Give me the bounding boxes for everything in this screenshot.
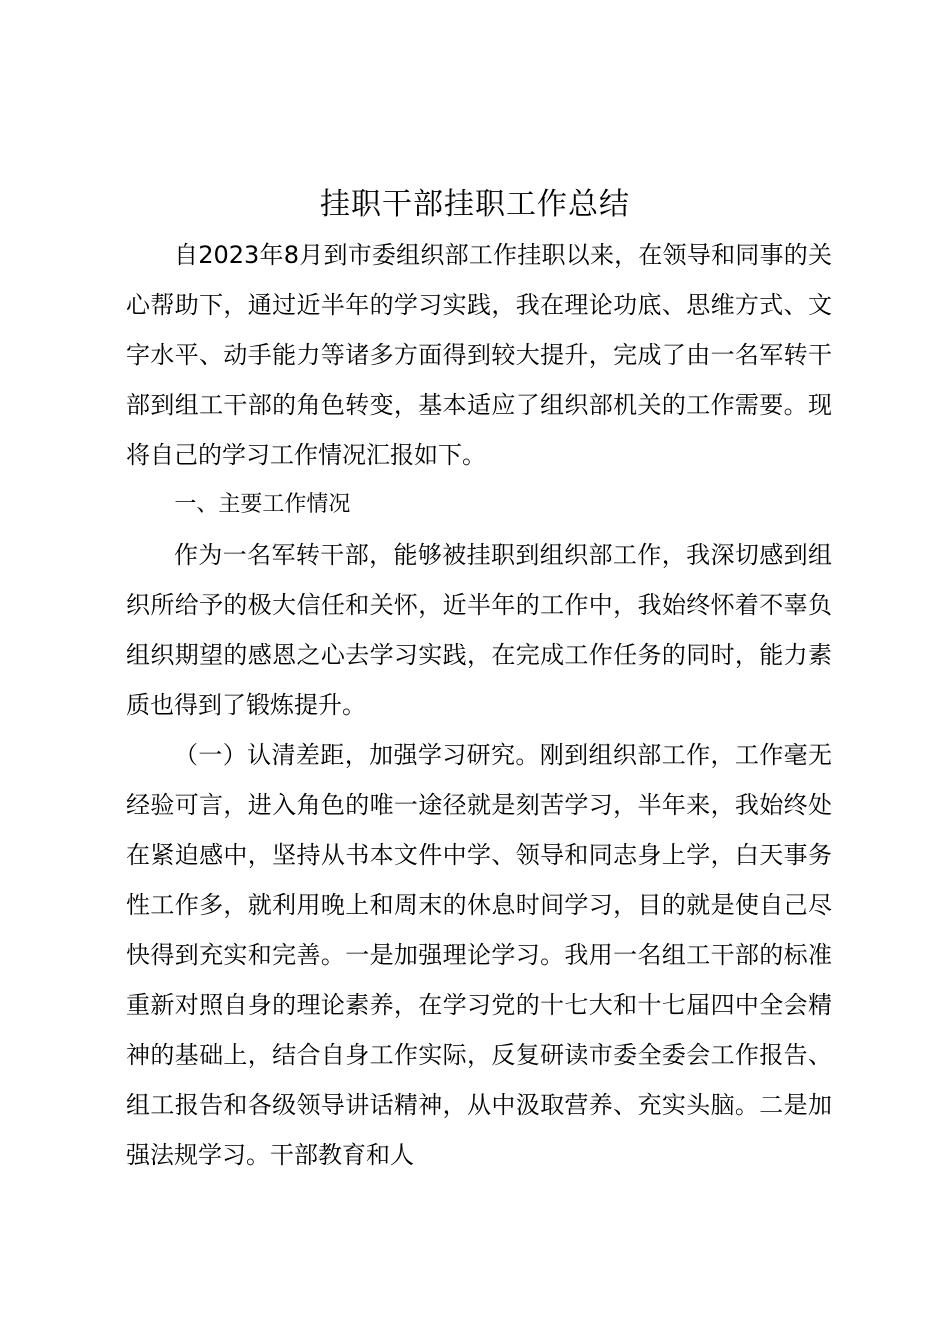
section-paragraph: 作为一名军转干部，能够被挂职到组织部工作，我深切感到组织所给予的极大信任和关怀，近半年的工作中，我始终怀着不辜负组织期望的感恩之心去学习实践，在完成工作任务的同时，能力素质也得到了锻炼提升。 — [126, 541, 832, 719]
section-heading: 一、主要工作情况 — [174, 492, 351, 517]
document-body — [126, 230, 832, 1180]
intro-paragraph: 自2023年8月到市委组织部工作挂职以来，在领导和同事的关心帮助下，通过近半年的学习实践，我在理论功底、思维方式、文字水平、动手能力等诸多方面得到较大提升，完成了由一名军转干部到组工干部的角色转变，基本适应了组织部机关的工作需要。现将自己的学习工作情况汇报如下。 — [126, 241, 832, 469]
document-title: 挂职干部挂职工作总结 — [320, 187, 630, 222]
subsection-paragraph: （一）认清差距，加强学习研究。刚到组织部工作，工作毫无经验可言，进入角色的唯一途径就是刻苦学习，半年来，我始终处在紧迫感中，坚持从书本文件中学、领导和同志身上学，白天事务性工作多，就利用晚上和周末的休息时间学习，目的就是使自己尽快得到充实和完善。一是加强理论学习。我用一名组工干部的标准重新对照自身的理论素养，在学习党的十七大和十七届四中全会精神的基础上，结合自身工作实际，反复研读市委全委会工作报告、组工报告和各级领导讲话精神，从中汲取营养、充实头脑。二是加强法规学习。干部教育和人 — [126, 741, 832, 1169]
